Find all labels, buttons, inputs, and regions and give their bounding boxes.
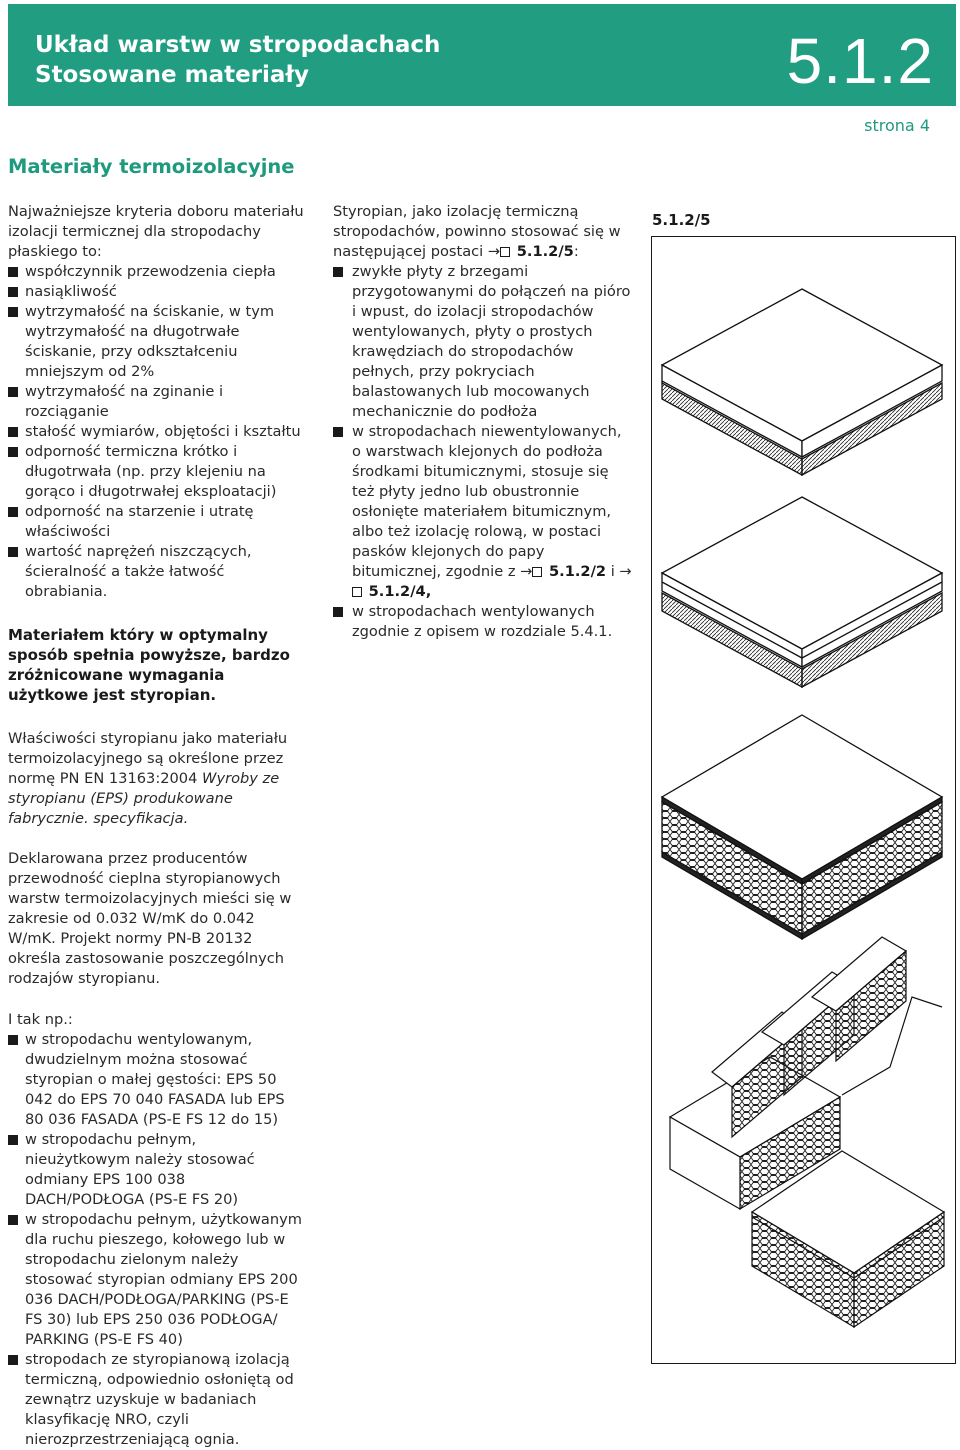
arrow-icon: → [520,563,533,580]
examples-intro: I tak np.: [8,1011,73,1028]
bitumen-faced-board-drawing [662,715,942,939]
properties-paragraph [8,729,306,829]
forms-intro [333,202,633,262]
list-item [333,422,633,602]
list-item: w stropodachach wentylowanych zgodnie z opisem w rozdziale 5.4.1. [333,602,633,642]
figure-box-icon [532,567,542,577]
list-item: zwykłe płyty z brzegami przygotowanymi do połączeń na pióro i wpust, do izolacji stropodachów wentylowanych, płyty o prostych krawędziach do stropodachów pełnych, przy pokryciach balastowanych lub mocowanych mechanicznie do podłoża [333,262,633,422]
figure-reference[interactable]: 5.1.2/2 [549,563,607,580]
forms-list [333,262,633,642]
figure-box-icon [500,247,510,257]
punctuation: , [425,583,432,600]
figure-frame [651,236,956,1364]
conjunction: i [610,563,615,580]
header-title-line1: Układ warstw w stropodachach [35,32,441,58]
list-item: odporność termiczna krótko i długotrwała (np. przy klejeniu na gorąco i długotrwałej eksploatacji) [8,442,306,502]
criteria-intro: Najważniejsze kryteria doboru materiału izolacji termicznej dla stropodachy płaskiego to: [8,203,304,260]
page-header [8,4,956,106]
list-item-text: w stropodachach niewentylowanych, o warstwach klejonych do podłoża środkami bitumicznymi, stosuje się też płyty jedno lub obustronnie osłonięte materiałem bitumicznym, albo też izolację rolową, w postaci pasków klejonych do papy bitumicznej, zgodnie z [352,423,622,580]
figure-box-icon [352,587,362,597]
header-title [35,30,440,90]
figure-label: 5.1.2/5 [652,211,711,229]
list-item: wytrzymałość na ściskanie, w tym wytrzymałość na długotrwałe ściskanie, przy odkształceniu mniejszym od 2% [8,302,306,382]
list-item: nasiąkliwość [8,282,306,302]
plain-boards-drawing [662,289,942,475]
list-item: wytrzymałość na zginanie i rozciąganie [8,382,306,422]
examples-list [8,1030,306,1450]
list-item: odporność na starzenie i utratę właściwości [8,502,306,542]
middle-column [333,202,633,642]
insulation-illustration [652,237,957,1365]
tongue-groove-boards-drawing [662,497,942,687]
emphasis-paragraph: Materiałem który w optymalny sposób spełnia powyższe, bardzo zróżnicowane wymagania użytkowe jest styropian. [8,626,290,704]
list-item: wartość naprężeń niszczących, ścieralność a także łatwość obrabiania. [8,542,306,602]
figure-reference[interactable]: 5.1.2/5 [516,243,574,260]
section-number: 5.1.2 [786,25,934,97]
header-title-line2: Stosowane materiały [35,62,309,88]
left-column [8,202,306,1450]
intro-colon: : [573,243,579,260]
criteria-list [8,262,306,602]
properties-text: Właściwości styropianu jako materiału termoizolacyjnego są określone przez normę PN EN 13163:2004 [8,730,288,787]
list-item: w stropodachu wentylowanym, dwudzielnym można stosować styropian o małej gęstości: EPS 50 042 do EPS 70 040 FASADA lub EPS 80 036 FASADA (PS-E FS 12 do 15) [8,1030,306,1130]
figure-reference[interactable]: 5.1.2/4 [368,583,426,600]
arrow-icon: → [487,243,501,260]
conductivity-paragraph: Deklarowana przez producentów przewodność cieplna styropianowych warstw termoizolacyjnych mieści się w zakresie od 0.032 W/mK do 0.042 W/mK. Projekt normy PN-B 20132 określa zastosowanie poszczególnych rodzajów styropianu. [8,850,292,987]
arrow-icon: → [619,563,632,580]
section-title: Materiały termoizolacyjne [8,155,295,178]
list-item: stałość wymiarów, objętości i kształtu [8,422,306,442]
list-item: w stropodachu pełnym, użytkowanym dla ruchu pieszego, kołowego lub w stropodachu zielonym należy stosować styropian odmiany EPS 200 036 DACH/PODŁOGA/PARKING (PS-E FS 30) lub EPS 250 036 PODŁOGA/ PARKING (PS-E FS 40) [8,1210,306,1350]
forms-intro-text: Styropian, jako izolację termiczną stropodachów, powinno stosować się w następującej postaci [333,203,621,260]
list-item: w stropodachu pełnym, nieużytkowym należy stosować odmiany EPS 100 038 DACH/PODŁOGA (PS-E FS 20) [8,1130,306,1210]
list-item: stropodach ze styropianową izolacją termiczną, odpowiednio osłoniętą od zewnątrz uzyskuje w badaniach klasyfikację NRO, czyli nierozprzestrzeniającą ognia. [8,1350,306,1450]
list-item: współczynnik przewodzenia ciepła [8,262,306,282]
page-label: strona 4 [864,116,930,135]
foam-strips-roll-drawing [670,937,944,1327]
properties-standard-title: Wyroby ze styropianu (EPS) produkowane fabrycznie. specyfikacja. [8,770,280,827]
